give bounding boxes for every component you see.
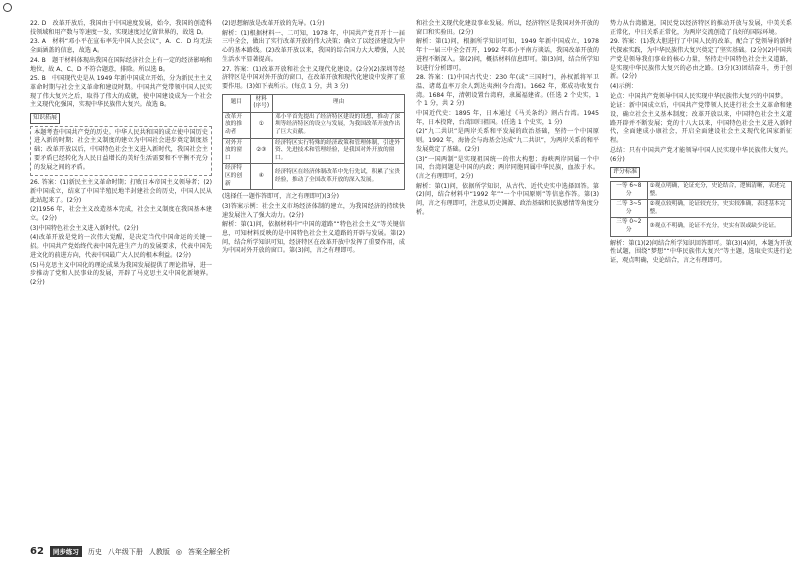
paragraph: 势力从台湾撤退，国民党以经济特区的推动开放与发展，中美关系正常化，中日关系正常化，为两岸交流创造了良好的国际环境。 [610,20,792,36]
paragraph: 论证：新中国成立后，中国共产党带领人民进行社会主义革命和建设，确立社会主义基本制度；改革开放以来，中国特色社会主义道路开辟并不断发展；党的十八大以来，中国特色社会主义进入新时代，全面建成小康社会，开启全面建设社会主义现代化国家新征程。 [610,102,792,145]
table-cell: 一等 6~8 分 [611,181,648,199]
column-3 [416,20,599,218]
paragraph: 26. 答案：(1)新民主主义革命时期；打败日本帝国主义领导者；(2)新中国成立，结束了中国半殖民地半封建社会的历史，中国人民从此站起来了。(2分) [30,179,212,204]
paragraph: 解析：第(1)问，依据材料中“中国的道路”“特色社会主义”等关键信息，可知材料反映的是中国特色社会主义道路的开辟与发展。第(2)问，结合所学知识可知，经济特区在改革开放中发挥了重要作用，成为中国对外开放的窗口。第(3)问，言之有理即可。 [222,221,405,255]
rubric-table [610,181,792,237]
table-cell: ①观点明确，论证充分，史论结合，逻辑清晰，表述完整。 [647,181,792,199]
column-2 [222,20,405,257]
note-box [30,126,212,177]
paragraph: (2)“九二共识”是两岸关系和平发展的政治基础，坚持一个中国原则。1992 年，海协会与海基会达成“九二共识”，为两岸关系的和平发展奠定了基础。(2分) [416,128,599,153]
paragraph: 解析：第(1)问，根据所学知识可知，1949 年新中国成立，1978 年十一届三中全会召开，1992 年邓小平南方谈话，我国改革开放的进程不断深入。第(2)问，概括材料信息即可。第(3)问，结合所学知识进行分析即可。 [416,38,599,72]
footer-edition: 人教版 [148,547,170,556]
table-cell: ②③ [250,138,272,164]
paragraph: (3)“一国两制”是实现祖国统一的伟大构想；海峡两岸同属一个中国，台湾问题是中国的内政；两岸同胞同属中华民族，血浓于水。(言之有理即可，2分) [416,155,599,180]
table-header-row [223,94,405,112]
paragraph: (选择任一题作答即可，言之有理即可)(3分) [222,193,339,201]
column-1 [30,20,212,289]
table-header: 材料(序号) [250,94,272,112]
paragraph: 23. A 材料“邓小平在宣布率先中国人民会议”，A．C．D 均无法全面涵盖的信息，故选 A。 [30,38,212,55]
paragraph: (5)马克思主义中国化的理论成果为我国发展提供了理论指导，进一步推动了党和人民事业的发展，开辟了马克思主义中国化新境界。(2分) [30,261,212,286]
paragraph: (3)中国特色社会主义进入新时代。(2分) [30,224,139,232]
rubric-label: 评分标准 [610,167,640,178]
table-cell: ③观点不明确，论证不充分，史实有误或缺少论证。 [647,218,792,236]
paragraph: 和社会主义现代化建设事业发展。所以，经济特区是我国对外开放的窗口和实验田。(2分) [416,20,599,36]
paragraph: (2)1956 年，社会主义改造基本完成，社会主义制度在我国基本建立。(2分) [30,206,212,223]
note-label: 知识拓展 [30,113,60,124]
table-row [611,218,792,236]
table-header: 题目 [223,94,251,112]
footer-grade: 八年级下册 [107,547,143,556]
paragraph: (3)答案示例：社会主义市场经济体制的建立，为我国经济的持续快速发展注入了强大动力。(2分) [222,202,405,219]
table-cell: ②观点较明确，论证较充分，史实较准确，表述基本完整。 [647,200,792,218]
brand-logo: 同步练习 [50,546,82,557]
answer-table [222,94,405,191]
paragraph: (4)示例： [610,82,637,90]
paragraph: 解析：第(1)(2)问结合所学知识回答即可。第(3)(4)问，本题为开放性试题，围绕“梦想”“中华民族伟大复兴”等主题，选取史实进行论证，观点明确，史论结合，言之有理即可。 [610,239,792,264]
page-number: 62 [30,546,44,557]
table-cell: 经济特区实行特殊的经济政策和管理体制，引进外资、先进技术和管理经验，是我国对外开放的窗口。 [272,138,404,164]
table-row [223,164,405,190]
table-row [611,200,792,218]
table-row [611,181,792,199]
table-cell: 改革开放的推动者 [223,112,251,138]
table-cell: ① [250,112,272,138]
note-text: 本题考查中国共产党的历史。中华人民共和国的成立使中国历史进入新的时期；社会主义制度的建立为中国社会进步奠定制度基础；改革开放以后，中国特色社会主义进入新时代，我国社会主要矛盾已经转化为人民日益增长的美好生活需要和不平衡不充分的发展之间的矛盾。 [34,128,208,171]
paragraph: 解析：第(1)问，依据所学知识，从古代、近代史实中选择回答。第(2)问，结合材料中“1992 年”“一个中国原则”等信息作答。第(3)问，言之有理即可，注意从历史渊源、政治基础和民族感情等角度分析。 [416,182,599,216]
footer-subject: 历史 [87,547,102,556]
answers-icon: ◎ [175,547,183,556]
table-header: 理由 [272,94,404,112]
table-cell: ④ [250,164,272,190]
column-4 [610,20,792,267]
paragraph: 28. 答案：(1)中国古代史：230 年(或“三国时”)，孙权派将军卫温、诸葛直率万余人到达夷洲(今台湾)。1662 年，郑成功收复台湾。1684 年，清朝设置台湾府，隶属福建省。(任选 2 个史实，1 个 1 分，共 2 分) [416,74,599,108]
table-row [223,112,405,138]
paragraph: 总结：只有中国共产党才能领导中国人民实现中华民族伟大复兴。(6分) [610,146,792,163]
paragraph: 解析：(1)根据材料一、二可知，1978 年，中国共产党召开十一届三中全会，做出了实行改革开放的伟大决策；确立了以经济建设为中心的基本路线。(2)改革开放以来，我国的综合国力大大增强，人民生活水平显著提高。 [222,29,405,63]
paragraph: 中国近代史：1895 年，日本通过《马关条约》割占台湾。1945 年，日本投降，台湾回归祖国。(任选 1 个史实，1 分) [416,110,599,126]
table-cell: 经济特区的创新 [223,164,251,190]
paragraph: 论点：中国共产党领导中国人民实现中华民族伟大复兴的中国梦。 [610,92,787,100]
page-footer [30,546,230,557]
table-cell: 二等 3~5 分 [611,200,648,218]
table-cell: 经济特区在经济体制改革中先行先试，积累了宝贵经验，推动了全国改革开放的深入发展。 [272,164,404,190]
table-cell: 对外开放的窗口 [223,138,251,164]
table-cell: 三等 0~2 分 [611,218,648,236]
paragraph: 22. D 改革开放后，我国由于中国速度发展，始今，我国的创造科技领域和用产数与等速度一发，实现速度过亿留世界的，故选 D。 [30,20,212,36]
paragraph: 25. B 中国现代史是从 1949 年新中国成立开始，分为新民主主义革命时期与社会主义革命和建设时期。中国共产党带领中国人民实现了伟大复兴之后，取得了伟大的成就，使中国建设成为一个社会主义现代化强国，实现中华民族伟大复兴。故选 B。 [30,75,212,109]
table-cell: 邓小平首先提出了经济特区建设的设想，推动了深圳等经济特区的设立与发展，为我国改革开放作出了巨大贡献。 [272,112,404,138]
paragraph: 27. 答案：(1)改革开放和社会主义现代化建设。(2分)(2)深圳等经济特区是中国对外开放的窗口，在改革开放和现代化建设中发挥了重要作用。(3)如下表所示。(每点 1 分，共 3 分) [222,65,405,90]
corner-mark [3,3,12,12]
paragraph: (2)思想解放是改革开放的先导。(1分) [222,20,325,27]
table-row [223,138,405,164]
footer-answers: 答案全解全析 [188,547,231,556]
paragraph: 24. B 题干材料体现出我国在国际经济社会上有一定的经济影响和地位，故 A、C、D 不符合题意，排除。所以选 B。 [30,56,212,73]
paragraph: (4)改革开放是党的一次伟大觉醒，是决定当代中国命运的关键一招。中国共产党始终代表中国先进生产力的发展要求，代表中国先进文化的前进方向，代表中国最广大人民的根本利益。(2分) [30,234,212,259]
paragraph: 29. 答案：(1)我大胆进行了中国人民的改革，配合了党领导的新时代探索实践，为中华民族伟大复兴奠定了坚实基础。(2分)(2)中国共产党是领导我们事业的核心力量，坚持走中国特色社会主义道路，是实现中华民族伟大复兴的必由之路。(3分)(3)团结奋斗，勇于创新。(2分) [610,38,792,81]
